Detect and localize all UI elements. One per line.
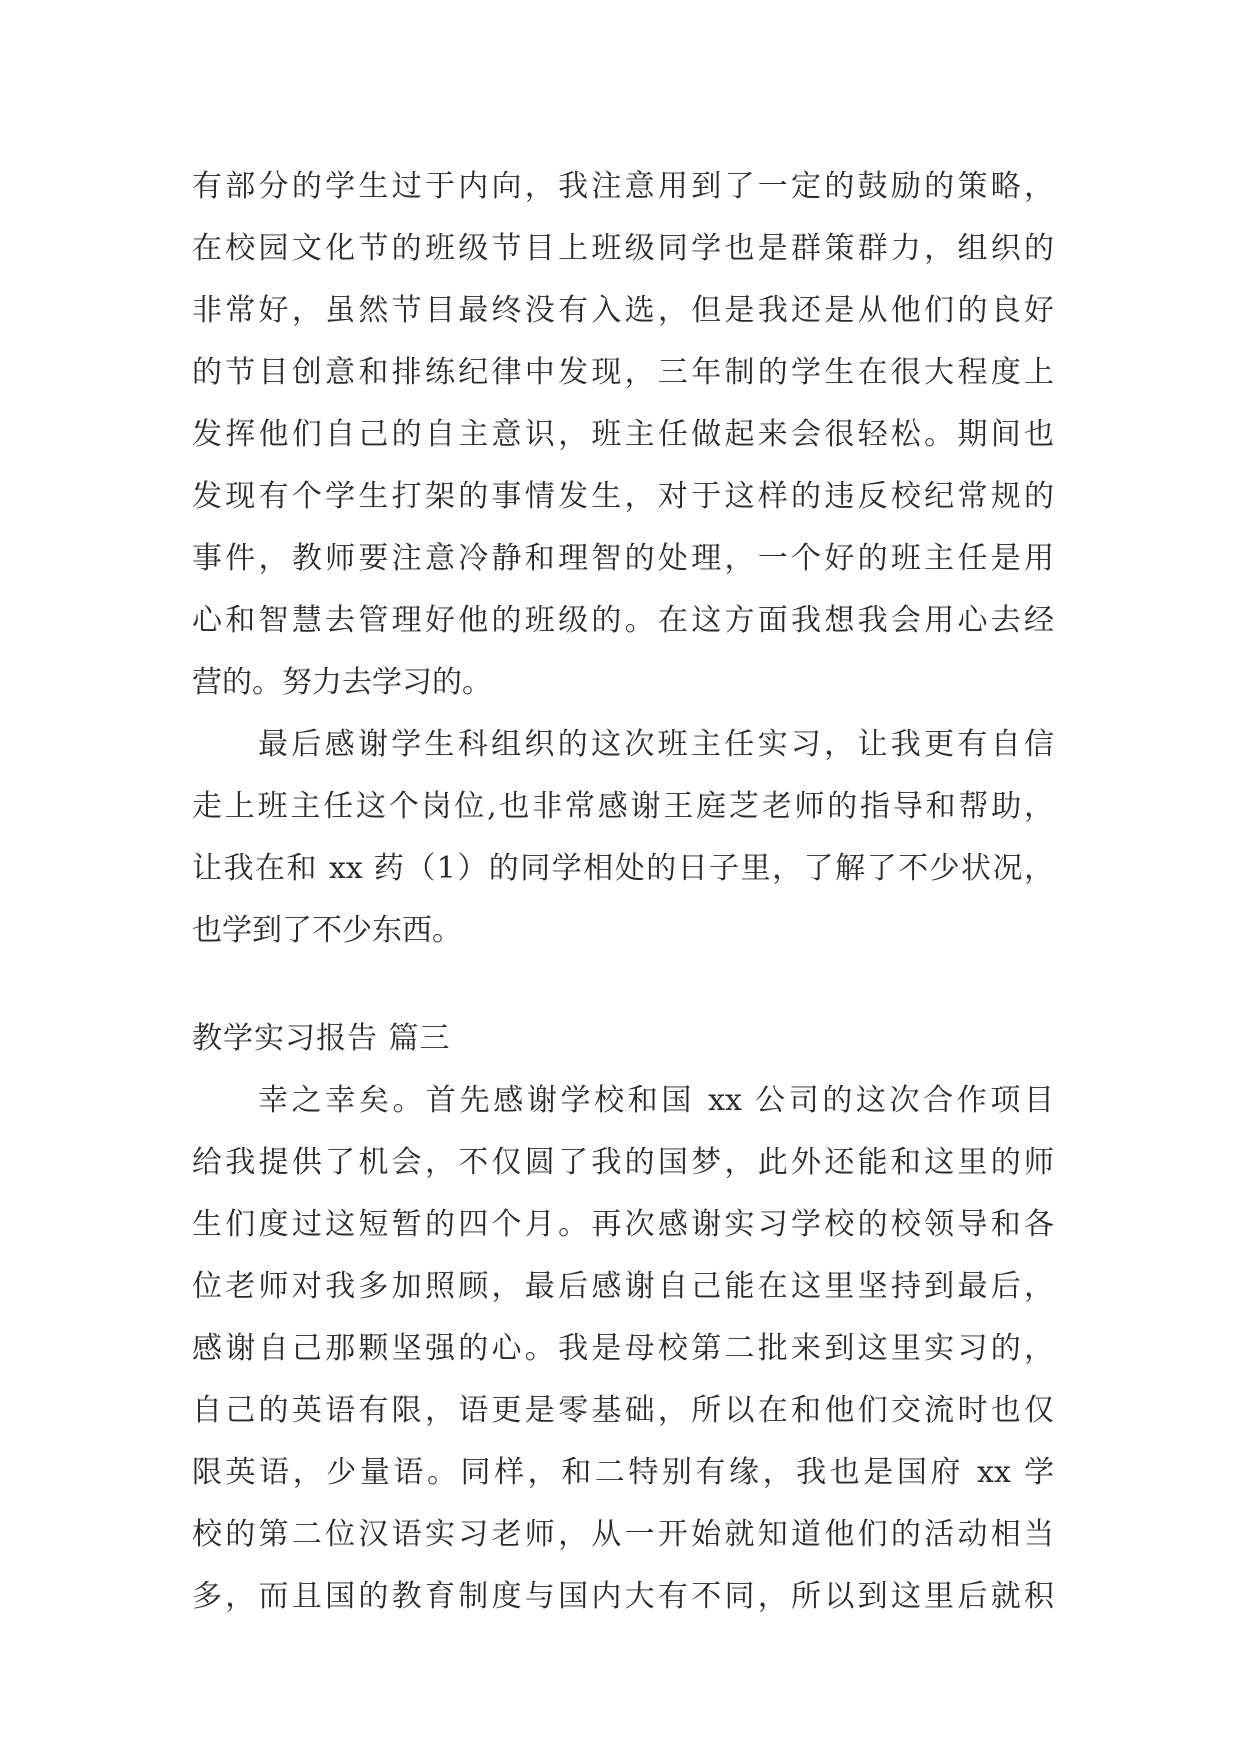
section-spacer — [192, 962, 1054, 1008]
text-line: 自己的英语有限，语更是零基础，所以在和他们交流时也仅 — [192, 1393, 1054, 1428]
paragraph-2 — [192, 714, 1054, 962]
text-line: 非常好，虽然节目最终没有入选，但是我还是从他们的良好 — [192, 293, 1054, 328]
text-line: 校的第二位汉语实习老师，从一开始就知道他们的活动相当 — [192, 1517, 1054, 1552]
text-line: 位老师对我多加照顾，最后感谢自己能在这里坚持到最后， — [192, 1269, 1054, 1304]
text-line: 营的。努力去学习的。 — [192, 665, 492, 700]
section-heading: 教学实习报告 篇三 — [192, 1021, 451, 1056]
document-body — [192, 156, 1054, 1628]
text-line: 让我在和 xx 药（1）的同学相处的日子里，了解了不少状况， — [192, 851, 1054, 886]
text-line: 限英语，少量语。同样，和二特别有缘，我也是国府 xx 学 — [192, 1455, 1054, 1490]
text-line: 生们度过这短暂的四个月。再次感谢实习学校的校领导和各 — [192, 1207, 1054, 1242]
text-line: 感谢自己那颗坚强的心。我是母校第二批来到这里实习的， — [192, 1331, 1054, 1366]
text-line: 在校园文化节的班级节目上班级同学也是群策群力，组织的 — [192, 231, 1054, 266]
text-line: 发现有个学生打架的事情发生，对于这样的违反校纪常规的 — [192, 479, 1054, 514]
text-line: 事件，教师要注意冷静和理智的处理，一个好的班主任是用 — [192, 541, 1054, 576]
text-line: 幸之幸矣。首先感谢学校和国 xx 公司的这次合作项目 — [258, 1083, 1054, 1118]
text-line: 有部分的学生过于内向，我注意用到了一定的鼓励的策略， — [192, 169, 1054, 204]
text-line: 最后感谢学生科组织的这次班主任实习，让我更有自信 — [258, 727, 1054, 762]
text-line: 多，而且国的教育制度与国内大有不同，所以到这里后就积 — [192, 1579, 1054, 1614]
text-line: 也学到了不少东西。 — [192, 913, 462, 948]
text-line: 发挥他们自己的自主意识，班主任做起来会很轻松。期间也 — [192, 417, 1054, 452]
paragraph-1 — [192, 156, 1054, 714]
text-line: 给我提供了机会，不仅圆了我的国梦，此外还能和这里的师 — [192, 1145, 1054, 1180]
text-line: 的节目创意和排练纪律中发现，三年制的学生在很大程度上 — [192, 355, 1054, 390]
text-line: 走上班主任这个岗位,也非常感谢王庭芝老师的指导和帮助， — [192, 789, 1054, 824]
text-line: 心和智慧去管理好他的班级的。在这方面我想我会用心去经 — [192, 603, 1054, 638]
paragraph-3 — [192, 1070, 1054, 1628]
